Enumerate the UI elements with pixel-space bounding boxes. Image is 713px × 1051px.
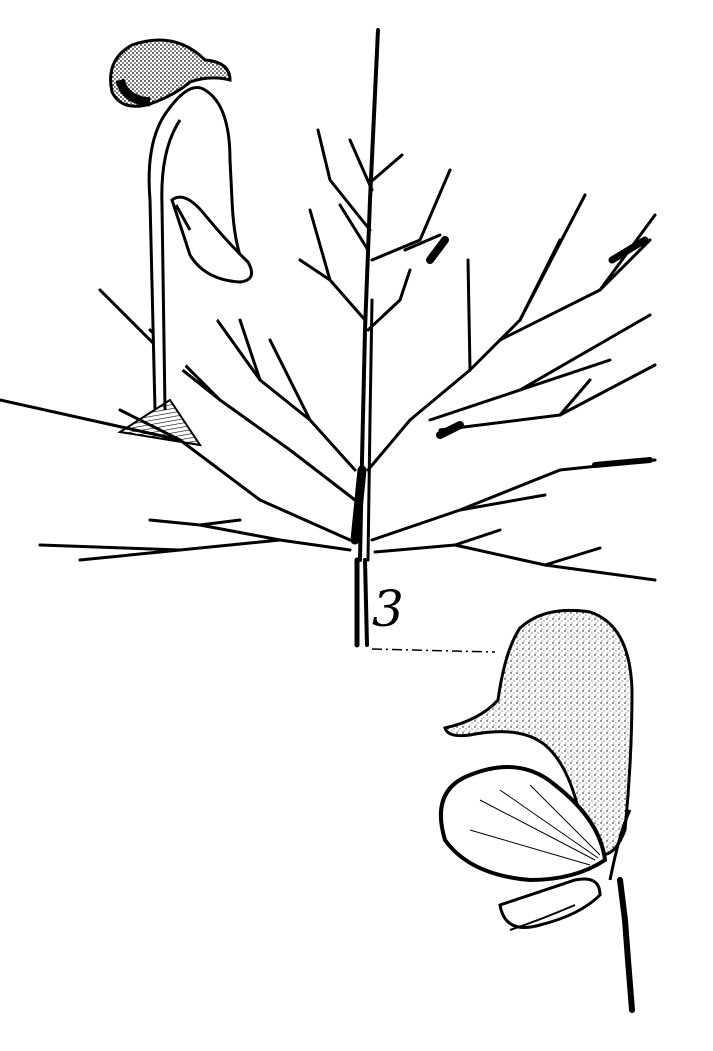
leaf-icon xyxy=(0,30,655,645)
flower-icon xyxy=(441,610,632,1010)
leader-line xyxy=(372,649,495,652)
curled-bud-icon xyxy=(111,40,252,410)
figure-number: 3 xyxy=(372,580,404,638)
node-hatching xyxy=(120,400,200,445)
